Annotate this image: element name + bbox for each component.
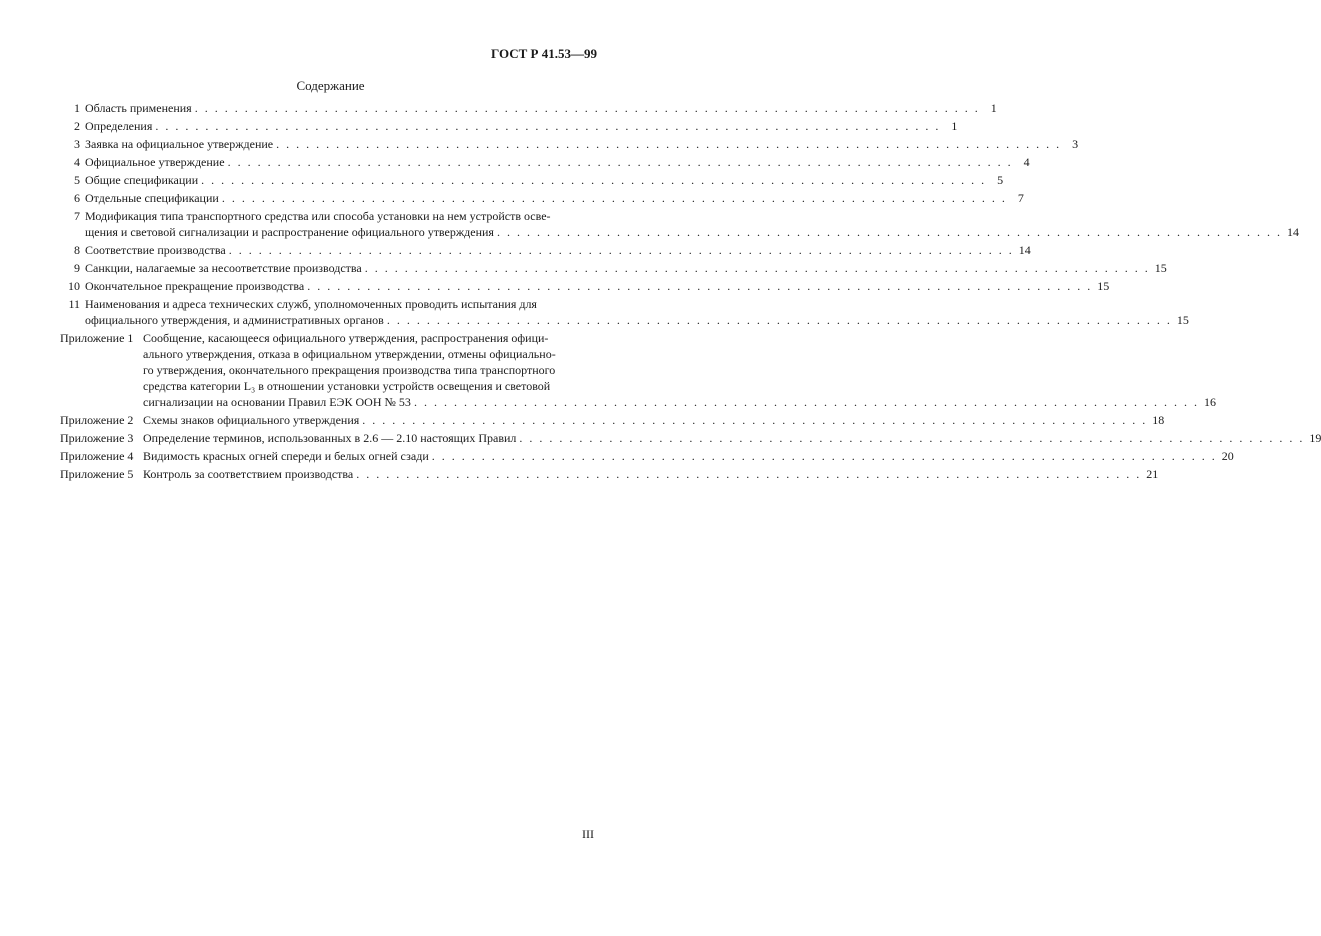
entry-title: Определение терминов, использованных в 2.6 — 2.10 настоящих Правил xyxy=(143,431,517,445)
dot-leader: . . . . . . . . . . . . . . . . . . . . . . . . . . . . . . . . . . . . . . . . . . . . . . . . . . . . . . . . . . . . . . . . . . . . . . . . . . . . . . . xyxy=(221,191,1007,205)
entry-body xyxy=(85,242,1031,258)
entry-title: Сообщение, касающееся официального утверждения, распространения офици- xyxy=(143,331,549,345)
entry-body xyxy=(85,278,1110,294)
entry-line xyxy=(85,154,1030,170)
entry-body xyxy=(85,154,1030,170)
appendix-label: Приложение 2 xyxy=(60,413,134,427)
entry-body xyxy=(143,466,1159,482)
entry-number: 9 xyxy=(74,261,80,275)
entry-line xyxy=(143,346,601,362)
appendix-label: Приложение 4 xyxy=(60,449,134,463)
entry-page: 21 xyxy=(1146,467,1159,481)
entry-line xyxy=(85,260,1167,276)
toc-entry xyxy=(60,278,1110,294)
entry-line xyxy=(85,278,1110,294)
entry-page: 15 xyxy=(1097,279,1110,293)
entry-page: 1 xyxy=(990,101,997,115)
appendix-label: Приложение 5 xyxy=(60,467,134,481)
entry-page: 18 xyxy=(1152,413,1165,427)
toc-appendix xyxy=(60,466,1159,482)
entry-line xyxy=(85,208,601,224)
entry-body xyxy=(143,430,1321,446)
entry-line xyxy=(85,312,1189,328)
toc-appendix xyxy=(60,330,1216,410)
entry-line xyxy=(143,466,1159,482)
entry-line xyxy=(85,100,997,116)
table-of-contents xyxy=(60,100,1321,484)
entry-number: 5 xyxy=(74,173,80,187)
entry-title: Схемы знаков официального утверждения xyxy=(143,413,360,427)
entry-number: 10 xyxy=(68,279,80,293)
toc-entry xyxy=(60,242,1031,258)
entry-title: Область применения xyxy=(85,101,192,115)
entry-body xyxy=(85,190,1024,206)
entry-line xyxy=(143,430,1321,446)
entry-title: Наименования и адреса технических служб, уполномоченных проводить испытания для xyxy=(85,297,537,311)
dot-leader: . . . . . . . . . . . . . . . . . . . . . . . . . . . . . . . . . . . . . . . . . . . . . . . . . . . . . . . . . . . . . . . . . . . . . . . . . . . . . . . xyxy=(386,313,1172,327)
entry-page: 20 xyxy=(1221,449,1234,463)
appendix-label: Приложение 3 xyxy=(60,431,134,445)
entry-line xyxy=(85,296,601,312)
toc-entry xyxy=(60,296,1189,328)
entry-page: 15 xyxy=(1176,313,1189,327)
entry-page: 7 xyxy=(1017,191,1024,205)
entry-body xyxy=(85,296,1189,328)
entry-body xyxy=(85,172,1004,188)
entry-number: 7 xyxy=(74,209,80,223)
toc-entry xyxy=(60,118,958,134)
toc-entry xyxy=(60,208,1299,240)
toc-entry xyxy=(60,154,1030,170)
entry-title: го утверждения, окончательного прекращения производства типа транспортного xyxy=(143,363,556,377)
entry-body xyxy=(85,208,1299,240)
dot-leader: . . . . . . . . . . . . . . . . . . . . . . . . . . . . . . . . . . . . . . . . . . . . . . . . . . . . . . . . . . . . . . . . . . . . . . . . . . . . . . . xyxy=(194,101,980,115)
entry-line xyxy=(143,448,1234,464)
entry-title: Определения xyxy=(85,119,153,133)
toc-appendix xyxy=(60,448,1234,464)
dot-leader: . . . . . . . . . . . . . . . . . . . . . . . . . . . . . . . . . . . . . . . . . . . . . . . . . . . . . . . . . . . . . . . . . . . . . . . . . . . . . . . xyxy=(155,119,941,133)
entry-title: официального утверждения, и административных органов xyxy=(85,313,384,327)
entry-title: сигнализации на основании Правил ЕЭК ООН № 53 xyxy=(143,395,411,409)
entry-title: Официальное утверждение xyxy=(85,155,225,169)
entry-body xyxy=(143,330,1216,410)
entry-page: 14 xyxy=(1018,243,1031,257)
entry-page: 4 xyxy=(1023,155,1030,169)
entry-title: Видимость красных огней спереди и белых огней сзади xyxy=(143,449,429,463)
entry-number: 1 xyxy=(74,101,80,115)
entry-line xyxy=(143,362,601,378)
dot-leader: . . . . . . . . . . . . . . . . . . . . . . . . . . . . . . . . . . . . . . . . . . . . . . . . . . . . . . . . . . . . . . . . . . . . . . . . . . . . . . . xyxy=(356,467,1142,481)
entry-body xyxy=(85,136,1079,152)
entry-line xyxy=(85,118,958,134)
page-number: III xyxy=(582,827,594,841)
entry-body xyxy=(85,260,1167,276)
entry-title: средства категории L₃ в отношении установки устройств освещения и световой xyxy=(143,379,551,393)
entry-page: 14 xyxy=(1286,225,1299,239)
entry-body xyxy=(85,100,997,116)
toc-entry xyxy=(60,190,1024,206)
entry-page: 1 xyxy=(951,119,958,133)
entry-line xyxy=(85,242,1031,258)
dot-leader: . . . . . . . . . . . . . . . . . . . . . . . . . . . . . . . . . . . . . . . . . . . . . . . . . . . . . . . . . . . . . . . . . . . . . . . . . . . . . . . xyxy=(201,173,987,187)
entry-title: Окончательное прекращение производства xyxy=(85,279,305,293)
dot-leader: . . . . . . . . . . . . . . . . . . . . . . . . . . . . . . . . . . . . . . . . . . . . . . . . . . . . . . . . . . . . . . . . . . . . . . . . . . . . . . . xyxy=(276,137,1062,151)
entry-page: 5 xyxy=(997,173,1004,187)
entry-title: Санкции, налагаемые за несоответствие производства xyxy=(85,261,362,275)
dot-leader: . . . . . . . . . . . . . . . . . . . . . . . . . . . . . . . . . . . . . . . . . . . . . . . . . . . . . . . . . . . . . . . . . . . . . . . . . . . . . . . xyxy=(227,155,1013,169)
dot-leader: . . . . . . . . . . . . . . . . . . . . . . . . . . . . . . . . . . . . . . . . . . . . . . . . . . . . . . . . . . . . . . . . . . . . . . . . . . . . . . . xyxy=(413,395,1199,409)
entry-number: 8 xyxy=(74,243,80,257)
entry-page: 15 xyxy=(1154,261,1167,275)
entry-title: ального утверждения, отказа в официальном утверждении, отмены официально- xyxy=(143,347,556,361)
entry-number: 2 xyxy=(74,119,80,133)
entry-line xyxy=(143,412,1165,428)
appendix-label: Приложение 1 xyxy=(60,331,134,345)
toc-entry xyxy=(60,172,1004,188)
entry-body xyxy=(143,412,1165,428)
entry-page: 3 xyxy=(1072,137,1079,151)
entry-line xyxy=(143,378,601,394)
toc-entry xyxy=(60,136,1079,152)
entry-number: 3 xyxy=(74,137,80,151)
toc-entry xyxy=(60,100,997,116)
entry-line xyxy=(85,172,1004,188)
entry-line xyxy=(85,190,1024,206)
entry-title: Соответствие производства xyxy=(85,243,226,257)
dot-leader: . . . . . . . . . . . . . . . . . . . . . . . . . . . . . . . . . . . . . . . . . . . . . . . . . . . . . . . . . . . . . . . . . . . . . . . . . . . . . . . xyxy=(364,261,1150,275)
entry-number: 6 xyxy=(74,191,80,205)
dot-leader: . . . . . . . . . . . . . . . . . . . . . . . . . . . . . . . . . . . . . . . . . . . . . . . . . . . . . . . . . . . . . . . . . . . . . . . . . . . . . . . xyxy=(519,431,1305,445)
dot-leader: . . . . . . . . . . . . . . . . . . . . . . . . . . . . . . . . . . . . . . . . . . . . . . . . . . . . . . . . . . . . . . . . . . . . . . . . . . . . . . . xyxy=(431,449,1217,463)
entry-title: Отдельные спецификации xyxy=(85,191,219,205)
dot-leader: . . . . . . . . . . . . . . . . . . . . . . . . . . . . . . . . . . . . . . . . . . . . . . . . . . . . . . . . . . . . . . . . . . . . . . . . . . . . . . . xyxy=(228,243,1014,257)
toc-entry xyxy=(60,260,1167,276)
entry-body xyxy=(143,448,1234,464)
entry-line xyxy=(85,136,1079,152)
entry-title: Контроль за соответствием производства xyxy=(143,467,354,481)
entry-page: 19 xyxy=(1309,431,1321,445)
entry-body xyxy=(85,118,958,134)
toc-title: Содержание xyxy=(296,78,365,93)
dot-leader: . . . . . . . . . . . . . . . . . . . . . . . . . . . . . . . . . . . . . . . . . . . . . . . . . . . . . . . . . . . . . . . . . . . . . . . . . . . . . . . xyxy=(496,225,1282,239)
entry-title: Общие спецификации xyxy=(85,173,199,187)
entry-line xyxy=(85,224,1299,240)
dot-leader: . . . . . . . . . . . . . . . . . . . . . . . . . . . . . . . . . . . . . . . . . . . . . . . . . . . . . . . . . . . . . . . . . . . . . . . . . . . . . . . xyxy=(362,413,1148,427)
entry-line xyxy=(143,394,1216,410)
dot-leader: . . . . . . . . . . . . . . . . . . . . . . . . . . . . . . . . . . . . . . . . . . . . . . . . . . . . . . . . . . . . . . . . . . . . . . . . . . . . . . . xyxy=(307,279,1093,293)
entry-page: 16 xyxy=(1203,395,1216,409)
entry-title: Модификация типа транспортного средства или способа установки на нем устройств осве- xyxy=(85,209,551,223)
toc-appendix xyxy=(60,430,1321,446)
document-code: ГОСТ Р 41.53—99 xyxy=(491,46,597,61)
entry-title: Заявка на официальное утверждение xyxy=(85,137,274,151)
entry-number: 11 xyxy=(68,297,80,311)
toc-appendix xyxy=(60,412,1165,428)
entry-number: 4 xyxy=(74,155,80,169)
entry-title: щения и световой сигнализации и распространение официального утверждения xyxy=(85,225,494,239)
entry-line xyxy=(143,330,601,346)
